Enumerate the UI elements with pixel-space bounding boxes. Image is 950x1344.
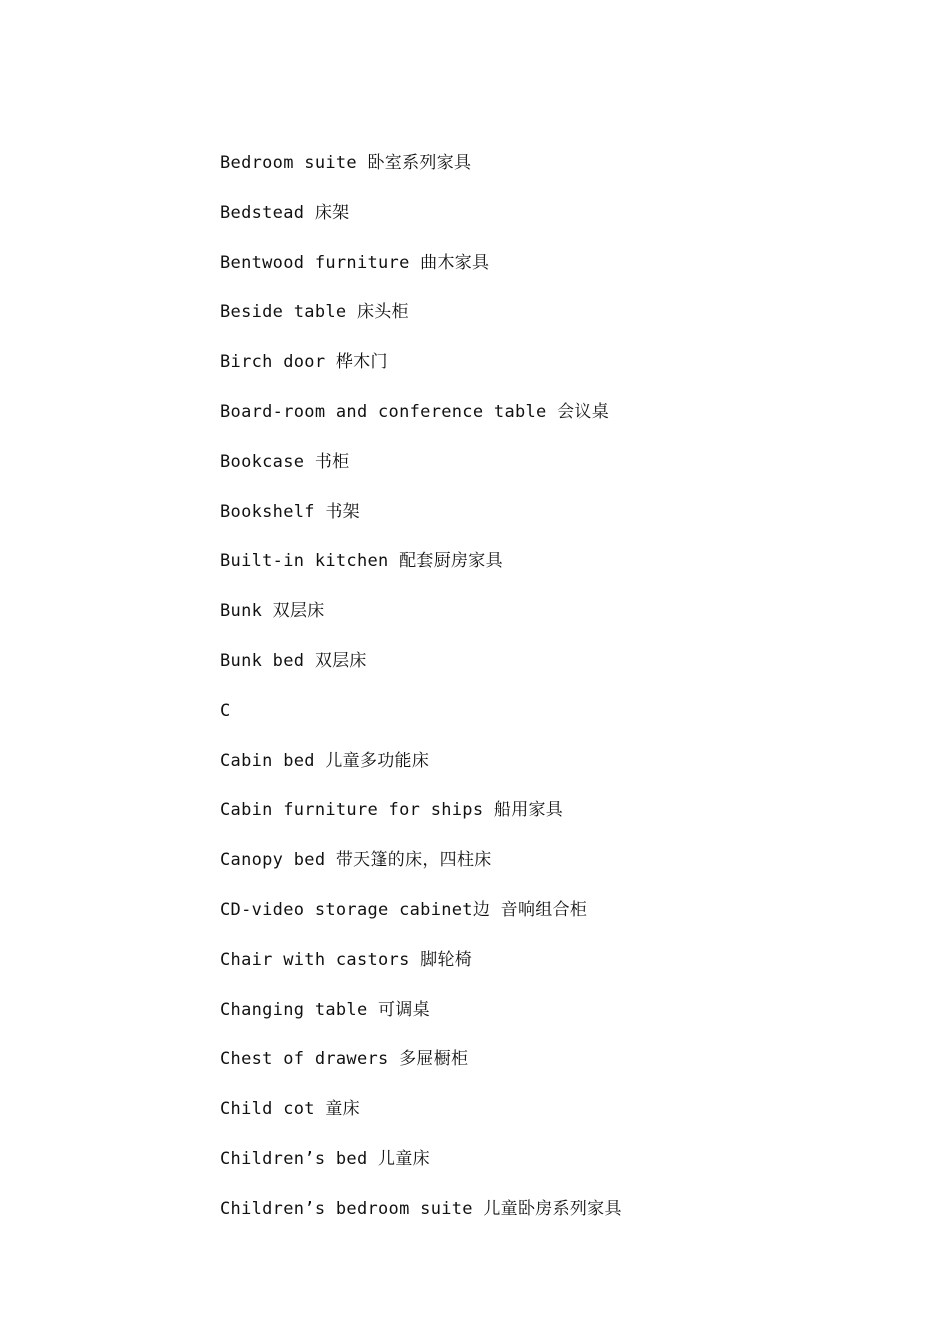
glossary-entry: Board-room and conference table 会议桌 [220,401,610,422]
glossary-entry: Bedstead 床架 [220,202,350,223]
glossary-list [220,151,622,1247]
glossary-entry: Bunk 双层床 [220,601,325,622]
glossary-entry: Changing table 可调桌 [220,999,430,1020]
glossary-entry: Children’s bedroom suite 儿童卧房系列家具 [220,1198,622,1219]
glossary-entry: Bookcase 书柜 [220,451,350,472]
glossary-entry: Birch door 桦木门 [220,352,388,373]
glossary-entry: Beside table 床头柜 [220,302,409,323]
glossary-entry: Canopy bed 带天篷的床，四柱床 [220,850,492,871]
glossary-entry: Cabin furniture for ships 船用家具 [220,800,564,821]
glossary-entry: Bentwood furniture 曲木家具 [220,252,490,273]
glossary-entry: Cabin bed 儿童多功能床 [220,750,430,771]
glossary-entry: Chair with castors 脚轮椅 [220,949,473,970]
section-letter: C [220,700,231,721]
glossary-entry: Bunk bed 双层床 [220,650,367,671]
glossary-entry: Bookshelf 书架 [220,501,360,522]
glossary-entry: Chest of drawers 多屉橱柜 [220,1049,469,1070]
glossary-entry: Bedroom suite 卧室系列家具 [220,153,472,173]
glossary-entry: CD-video storage cabinet边 音响组合柜 [220,899,588,920]
glossary-entry: Children’s bed 儿童床 [220,1148,430,1169]
glossary-entry: Child cot 童床 [220,1099,360,1120]
glossary-entry: Built-in kitchen 配套厨房家具 [220,551,503,572]
